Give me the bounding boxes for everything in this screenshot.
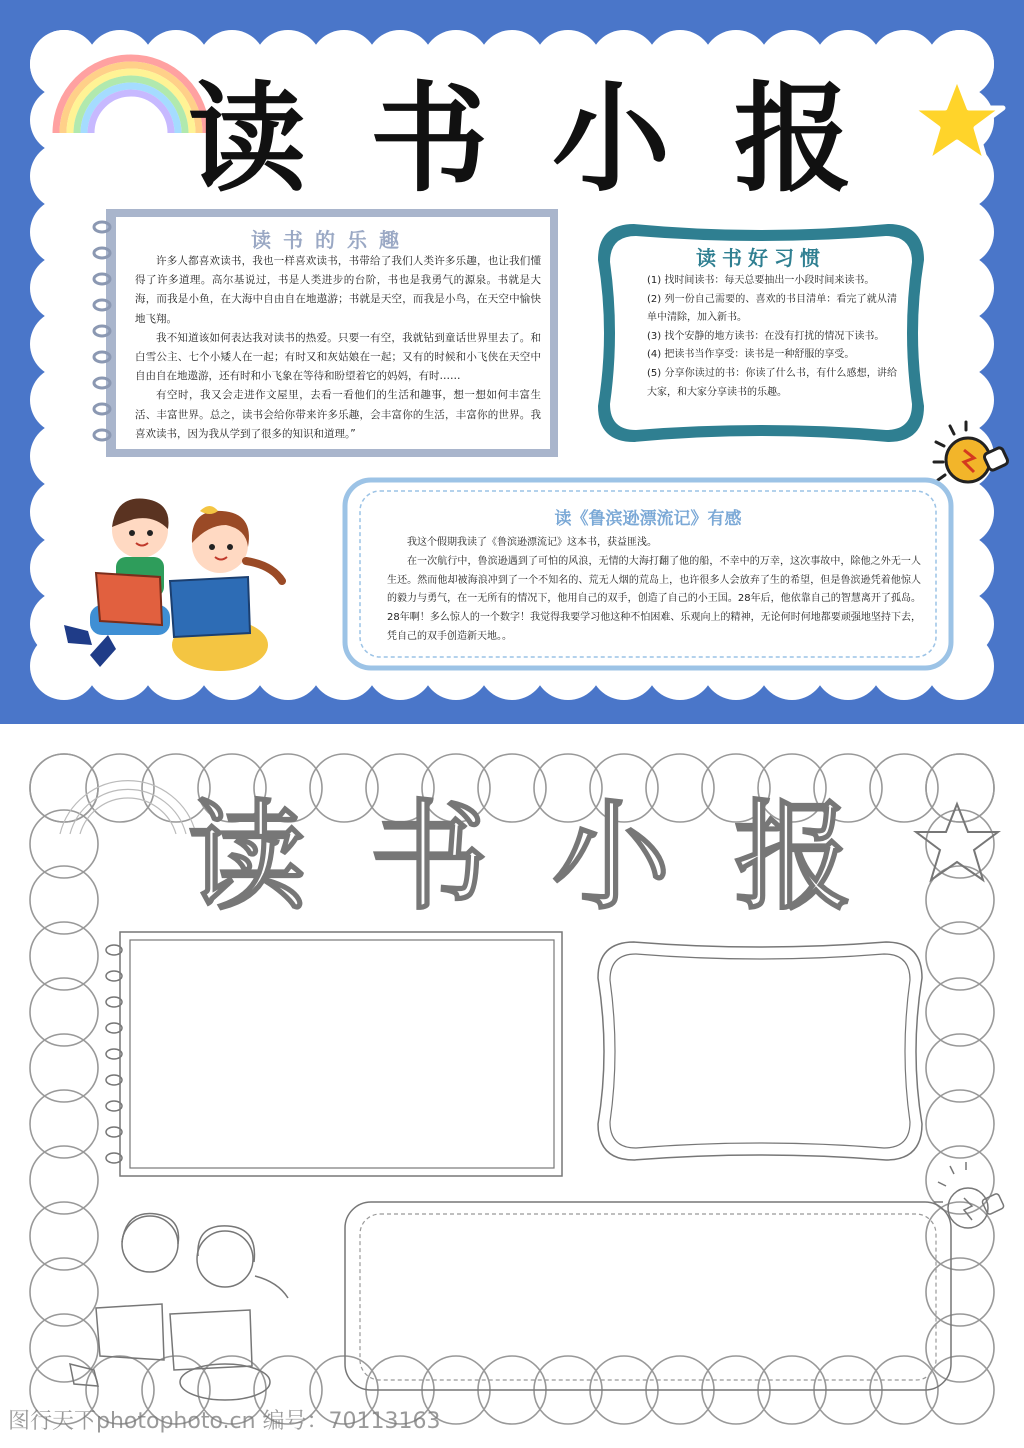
box3-paragraph: 在一次航行中，鲁滨逊遇到了可怕的风浪，无情的大海打翻了他的船，不幸中的万幸，这次事故中，除他之外无一人生还。然而他却被海浪冲到了一个不知名的、荒无人烟的荒岛上，也许很多人会放弃了生的希望，但是鲁滨逊凭着他惊人的毅力与勇气，在一无所有的情况下，他用自己的双手，创造了自己的小王国。28年后，他依靠自己的智慧离开了孤岛。28年啊！多么惊人的一个数字！我觉得我要学习他这种不怕困难、乐观向上的精神，无论何时何地都要顽强地坚持下去，凭自己的双手创造新天地。。: [387, 555, 921, 642]
box2-list: [647, 272, 897, 402]
box1-title: 读书的乐趣: [251, 228, 411, 252]
box3-paragraph: 我这个假期我读了《鲁滨逊漂流记》这本书，获益匪浅。: [407, 537, 657, 548]
box1-paragraph: 有空时，我又会走进作文屋里，去看一看他们的生活和趣事，想一想如何丰富生活、丰富世界。总之，读书会给你带来许多乐趣，会丰富你的生活，丰富你的世界。我喜欢读书，因为我从学到了很多的知识和道理。”: [135, 389, 541, 440]
box2-title: 读书好习惯: [696, 246, 826, 270]
box2-list-item: (4) 把读书当作享受：读书是一种舒服的享受。: [647, 349, 855, 361]
box2-list-item: (2) 列一份自己需要的、喜欢的书目清单：看完了就从清单中清除，加入新书。: [647, 293, 897, 324]
star-icon: [905, 72, 1010, 172]
box1-body: [135, 252, 541, 444]
box2-list-item: (5) 分享你读过的书：你读了什么书，有什么感想，讲给大家，和大家分享读书的乐趣。: [647, 367, 897, 398]
reading-kids-illustration: [50, 485, 300, 685]
box3-body: [387, 534, 921, 647]
box2-list-item: (3) 找个安静的地方读书：在没有打扰的情况下读书。: [647, 330, 885, 342]
outline-page-title: 读书小报: [187, 788, 916, 926]
box3-title: 读《鲁滨逊漂流记》有感: [554, 509, 742, 529]
box1-paragraph: 许多人都喜欢读书，我也一样喜欢读书，书带给了我们人类许多乐趣，也让我们懂得了许多道理。高尔基说过，书是人类进步的台阶，书也是我勇气的源泉。书就是大海，而我是小鱼，在大海中自由自在地遨游；书就是天空，而我是小鸟，在天空中愉快地飞翔。: [135, 255, 541, 325]
page-title: 读书小报: [187, 70, 916, 208]
watermark: 图行天下photophoto.cn 编号：70113163: [8, 1409, 441, 1434]
box2-list-item: (1) 找时间读书：每天总要抽出一小段时间来读书。: [647, 275, 875, 286]
box1-paragraph: 我不知道该如何表达我对读书的热爱。只要一有空，我就钻到童话世界里去了。和白雪公主、七个小矮人在一起；有时又和灰姑娘在一起；又有的时候和小飞侠在天空中自由自在地遨游，还有时和小飞象在等待和盼望着它的妈妈，有时……: [135, 331, 541, 383]
